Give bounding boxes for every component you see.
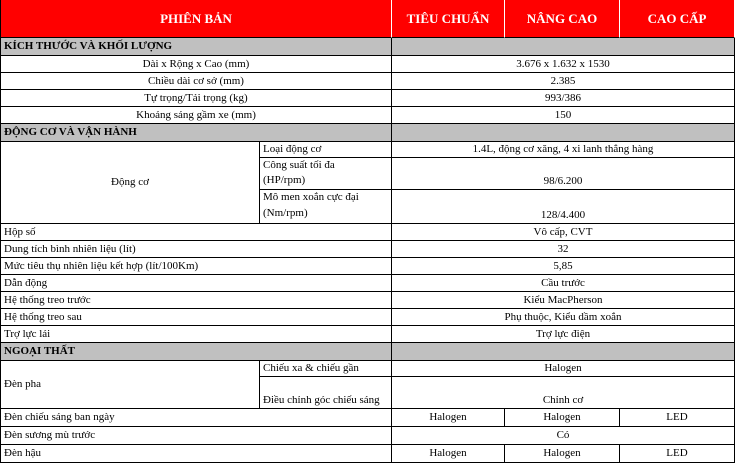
spec-label: Trợ lực lái	[0, 326, 392, 343]
spec-label: Chiều dài cơ sở (mm)	[0, 73, 392, 90]
section-exterior-title: NGOẠI THẤT	[0, 343, 392, 361]
spec-label: Dẫn động	[0, 275, 392, 292]
section-fill	[392, 38, 735, 56]
spec-value: 98/6.200	[392, 158, 735, 190]
spec-sublabel	[260, 158, 392, 190]
header-trim-advanced: NÂNG CAO	[505, 0, 620, 38]
spec-label: Đèn hậu	[0, 445, 392, 463]
spec-sublabel: Chiếu xa & chiếu gần	[260, 361, 392, 377]
spec-sublabel	[260, 190, 392, 224]
spec-label: Mức tiêu thụ nhiên liệu kết hợp (lít/100Km)	[0, 258, 392, 275]
spec-sublabel-line: (Nm/rpm)	[263, 207, 308, 219]
spec-label: Hộp số	[0, 224, 392, 241]
spec-value: 3.676 x 1.632 x 1530	[392, 56, 735, 73]
spec-value: 128/4.400	[392, 190, 735, 224]
spec-sublabel-line: (HP/rpm)	[263, 174, 306, 186]
spec-value-standard: Halogen	[392, 409, 505, 427]
spec-value: 150	[392, 107, 735, 124]
spec-value-advanced: Halogen	[505, 445, 620, 463]
spec-label: Dung tích bình nhiên liệu (lít)	[0, 241, 392, 258]
header-trim-standard: TIÊU CHUẨN	[392, 0, 505, 38]
spec-value-standard: Halogen	[392, 445, 505, 463]
spec-label: Khoảng sáng gầm xe (mm)	[0, 107, 392, 124]
header-trim-premium: CAO CẤP	[620, 0, 735, 38]
spec-value-premium: LED	[620, 445, 735, 463]
headlights-label: Đèn pha	[0, 361, 260, 409]
section-dimensions-title: KÍCH THƯỚC VÀ KHỐI LƯỢNG	[0, 38, 392, 56]
spec-sublabel: Điều chỉnh góc chiếu sáng	[260, 377, 392, 409]
spec-sublabel-line: Mô men xoắn cực đại	[263, 191, 359, 203]
spec-value: Cầu trước	[392, 275, 735, 292]
engine-group-label: Động cơ	[0, 142, 260, 224]
spec-label: Hệ thống treo sau	[0, 309, 392, 326]
spec-value: Chỉnh cơ	[392, 377, 735, 409]
spec-label: Đèn chiếu sáng ban ngày	[0, 409, 392, 427]
spec-value: Halogen	[392, 361, 735, 377]
spec-value: Có	[392, 427, 735, 445]
spec-value: 5,85	[392, 258, 735, 275]
spec-value-advanced: Halogen	[505, 409, 620, 427]
spec-label: Tự trọng/Tải trọng (kg)	[0, 90, 392, 107]
spec-sublabel: Loại động cơ	[260, 142, 392, 158]
spec-label: Dài x Rộng x Cao (mm)	[0, 56, 392, 73]
spec-value: 2.385	[392, 73, 735, 90]
section-fill	[392, 343, 735, 361]
spec-sublabel-line: Công suất tối đa	[263, 159, 335, 171]
section-engine-title: ĐỘNG CƠ VÀ VẬN HÀNH	[0, 124, 392, 142]
spec-value: 32	[392, 241, 735, 258]
section-fill	[392, 124, 735, 142]
header-version: PHIÊN BẢN	[0, 0, 392, 38]
spec-value: Kiểu MacPherson	[392, 292, 735, 309]
spec-value: Phụ thuộc, Kiểu dầm xoắn	[392, 309, 735, 326]
spec-value: 1.4L, động cơ xăng, 4 xi lanh thẳng hàng	[392, 142, 735, 158]
spec-label: Đèn sương mù trước	[0, 427, 392, 445]
spec-label: Hệ thống treo trước	[0, 292, 392, 309]
spec-value: Trợ lực điện	[392, 326, 735, 343]
spec-value-premium: LED	[620, 409, 735, 427]
spec-value: 993/386	[392, 90, 735, 107]
spec-value: Vô cấp, CVT	[392, 224, 735, 241]
